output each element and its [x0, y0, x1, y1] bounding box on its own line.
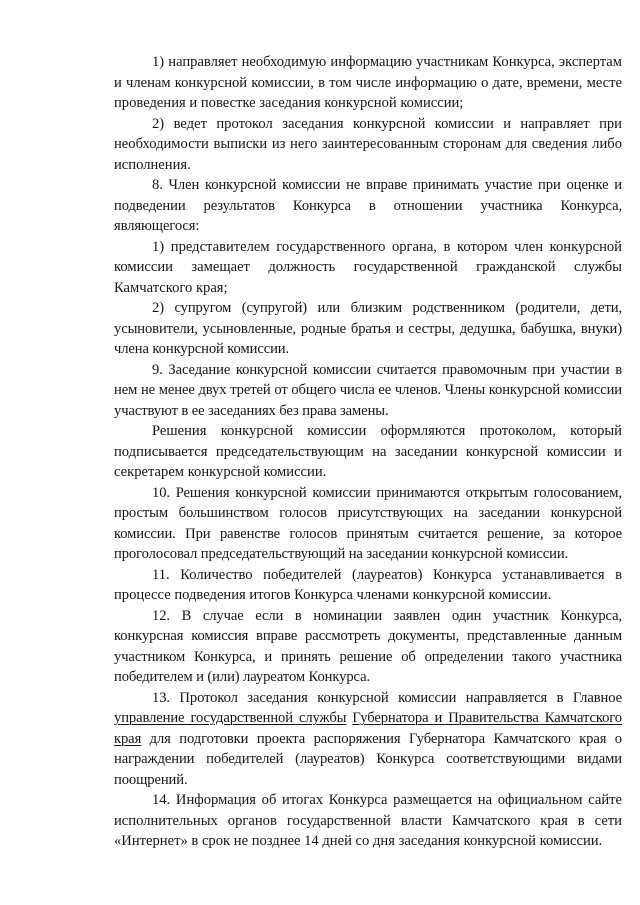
paragraph-secretary-duty-2: 2) ведет протокол заседания конкурсной комиссии и направляет при необходимости выписки из него заинтересованным сторонам для сведения либо исполнения.: [114, 115, 622, 173]
paragraph-8-item-1: 1) представителем государственного органа, в котором член конкурсной комиссии замещает должность государственной гражданской службы Камчатского края;: [114, 238, 622, 296]
paragraph-13-text-end: для подготовки проекта распоряжения Губернатора Камчатского края о награждении победителей (лауреатов) Конкурса соответствующими видами поощрений.: [114, 730, 622, 788]
paragraph-13-underlined-text: управление государственной службы: [114, 710, 347, 726]
paragraph-8: 8. Член конкурсной комиссии не вправе принимать участие при оценке и подведении результатов Конкурса в отношении участника Конкурса, являющегося:: [114, 177, 622, 234]
paragraph-12: 12. В случае если в номинации заявлен один участник Конкурса, конкурсная комиссия вправе рассмотреть документы, представленные данным участником Конкурса, и принять решение об определении такого участника победителем и (или) лауреатом Конкурса.: [114, 607, 622, 685]
paragraph-10: 10. Решения конкурсной комиссии принимаются открытым голосованием, простым большинством голосов присутствующих на заседании конкурсной комиссии. При равенстве голосов принятым считается решение, за которое проголосовал председательствующий на заседании конкурсной комиссии.: [114, 484, 622, 562]
paragraph-11: 11. Количество победителей (лауреатов) Конкурса устанавливается в процессе подведения итогов Конкурса членами конкурсной комиссии.: [114, 566, 622, 603]
paragraph-14: 14. Информация об итогах Конкурса размещается на официальном сайте исполнительных органов государственной власти Камчатского края в сети «Интернет» в срок не позднее 14 дней со дня заседания конкурсной комиссии.: [114, 792, 622, 849]
paragraph-13: [114, 688, 622, 791]
paragraph-13-text-start: 13. Протокол заседания конкурсной комиссии направляется в Главное: [152, 689, 622, 706]
document-page: [114, 52, 622, 852]
paragraph-9-decisions: Решения конкурсной комиссии оформляются протоколом, который подписывается председательствующим на заседании конкурсной комиссии и секретарем конкурсной комиссии.: [114, 423, 622, 480]
paragraph-9: 9. Заседание конкурсной комиссии считается правомочным при участии в нем не менее двух третей от общего числа ее членов. Члены конкурсной комиссии участвуют в ее заседаниях без права замены.: [114, 361, 622, 419]
paragraph-secretary-duty-1: 1) направляет необходимую информацию участникам Конкурса, экспертам и членам конкурсной комиссии, в том числе информацию о дате, времени, месте проведения и повестке заседания конкурсной комиссии;: [114, 54, 622, 111]
paragraph-8-item-2: 2) супругом (супругой) или близким родственником (родители, дети, усыновители, усыновленные, родные братья и сестры, дедушка, бабушка, внуки) члена конкурсной комиссии.: [114, 300, 622, 357]
paragraph-13-struck-text: Губернатора и Правительства Камчатского края: [114, 710, 622, 747]
